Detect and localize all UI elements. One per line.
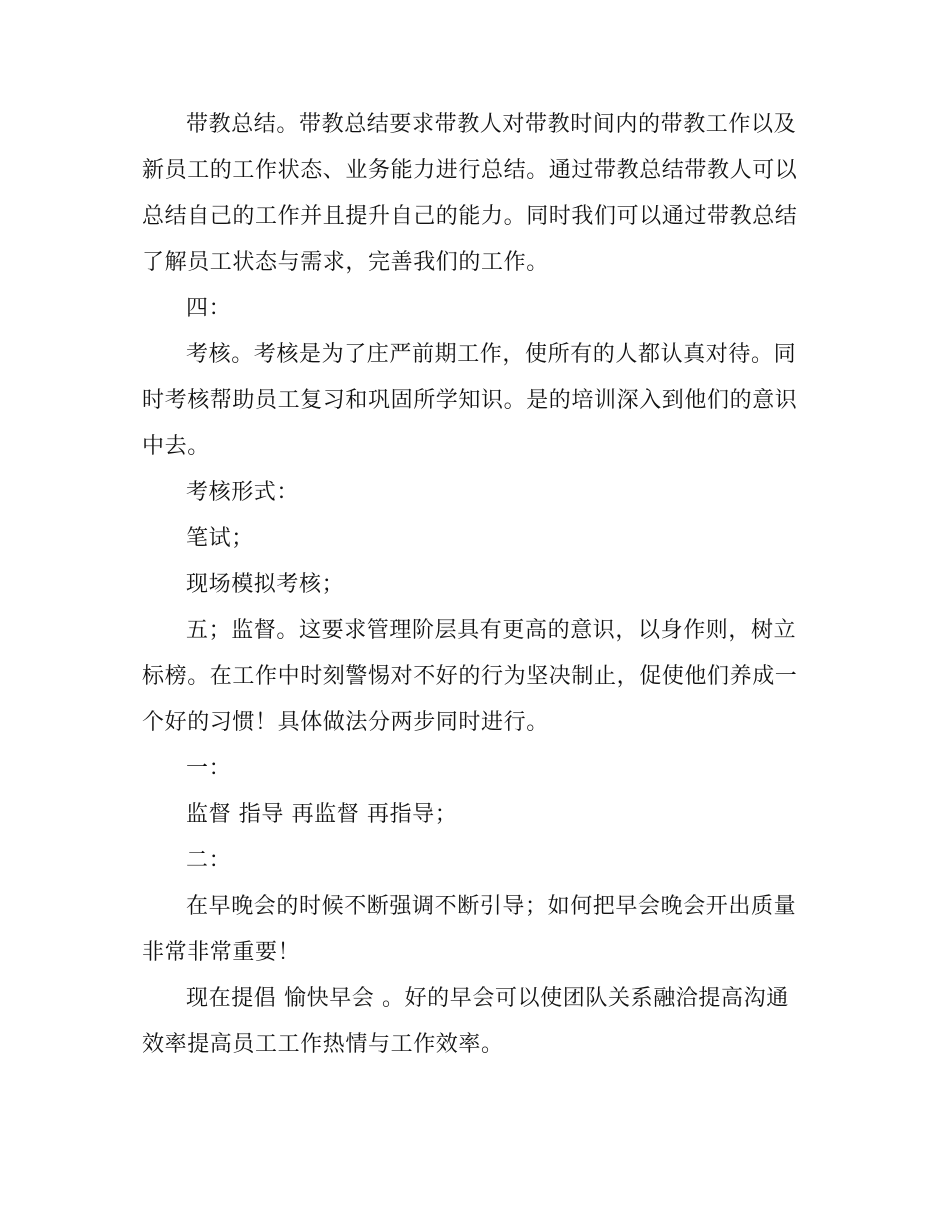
paragraph-step-one: 一：: [186, 756, 232, 781]
paragraph-assessment: 考核。考核是为了庄严前期工作，使所有的人都认真对待。同时考核帮助员工复习和巩固所学知识。是的培训深入到他们的意识中去。: [142, 342, 798, 459]
paragraph-supervise-guide: 监督 指导 再监督 再指导；: [186, 802, 458, 827]
paragraph-happy-morning-meeting: 现在提倡 愉快早会 。好的早会可以使团队关系融洽提高沟通效率提高员工工作热情与工作效率。: [142, 986, 789, 1057]
paragraph-step-two: 二：: [186, 848, 232, 873]
paragraph-section-four: 四：: [186, 296, 232, 321]
paragraph-written-test: 笔试；: [186, 526, 254, 551]
document-body: [142, 102, 810, 1068]
paragraph-supervision: 五；监督。这要求管理阶层具有更高的意识，以身作则，树立标榜。在工作中时刻警惕对不好的行为坚决制止，促使他们养成一个好的习惯！具体做法分两步同时进行。: [142, 618, 798, 735]
paragraph-morning-evening-meetings: 在早晚会的时候不断强调不断引导；如何把早会晚会开出质量非常非常重要！: [142, 894, 797, 965]
paragraph-onsite-simulation: 现场模拟考核；: [186, 572, 345, 597]
paragraph-assessment-forms: 考核形式：: [186, 480, 300, 505]
paragraph-daijiao-summary: 带教总结。带教总结要求带教人对带教时间内的带教工作以及新员工的工作状态、业务能力进行总结。通过带教总结带教人可以总结自己的工作并且提升自己的能力。同时我们可以通过带教总结了解员工状态与需求，完善我们的工作。: [142, 112, 798, 275]
